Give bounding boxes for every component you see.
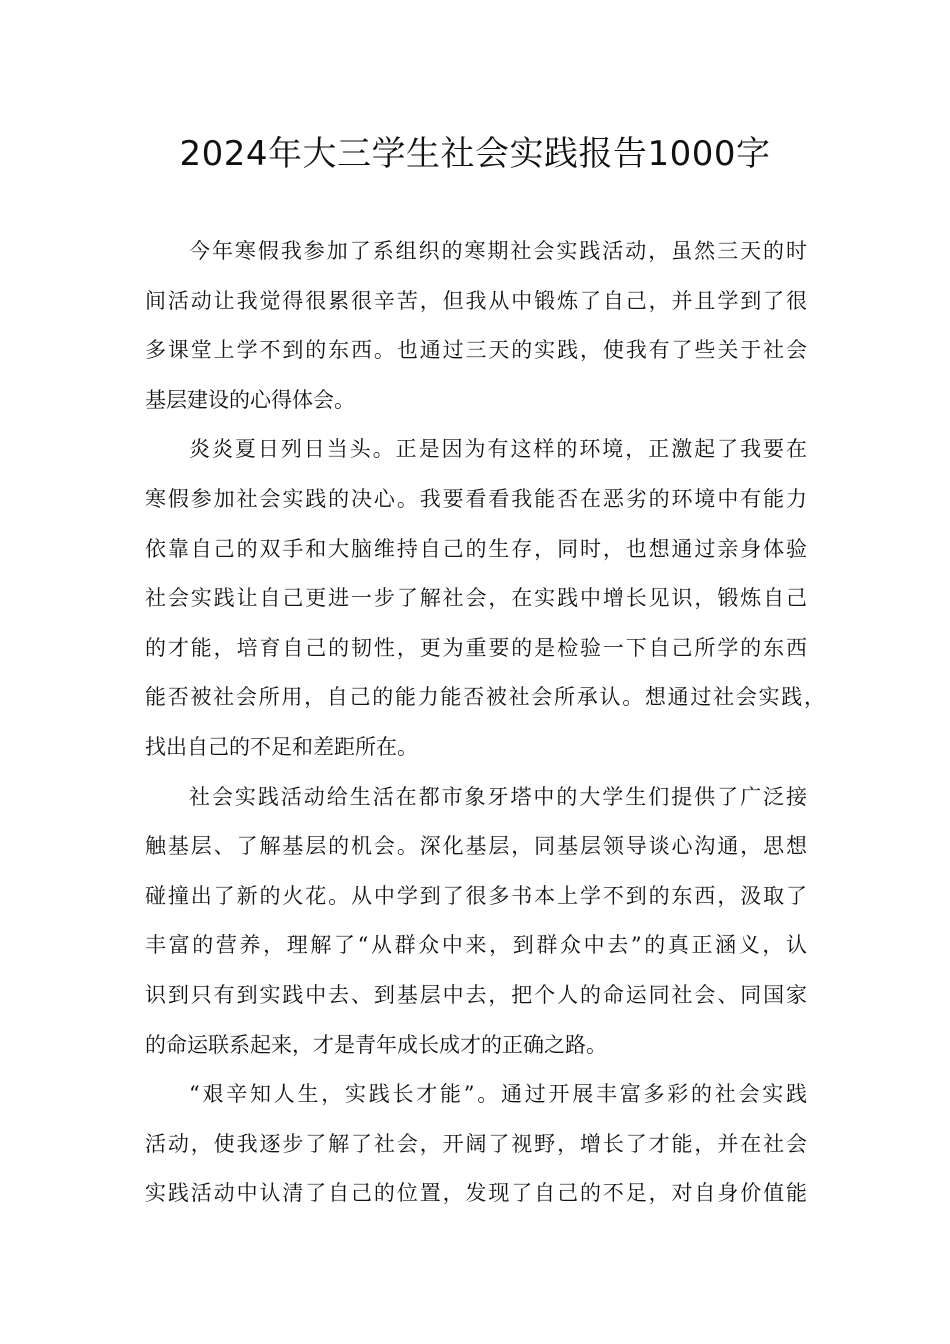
document-title: 2024年大三学生社会实践报告1000字: [179, 134, 771, 174]
text-line: 寒假参加社会实践的决心。我要看看我能否在恶劣的环境中有能力: [145, 486, 807, 511]
paragraph: [145, 425, 825, 772]
text-line: 碰撞出了新的火花。从中学到了很多书本上学不到的东西，汲取了: [145, 883, 807, 908]
text-line: 的命运联系起来，才是青年成长成才的正确之路。: [145, 1032, 607, 1057]
text-line: 炎炎夏日列日当头。正是因为有这样的环境，正激起了我要在: [189, 437, 807, 462]
paragraph: [145, 227, 807, 425]
text-line: 间活动让我觉得很累很辛苦，但我从中锻炼了自己，并且学到了很: [145, 288, 807, 313]
text-line: “艰辛知人生，实践长才能”。通过开展丰富多彩的社会实践: [189, 1082, 807, 1107]
text-line: 今年寒假我参加了系组织的寒期社会实践活动，虽然三天的时: [189, 239, 807, 263]
text-line: 的才能，培育自己的韧性，更为重要的是检验一下自己所学的东西: [145, 635, 807, 660]
text-line: 多课堂上学不到的东西。也通过三天的实践，使我有了些关于社会: [145, 338, 807, 363]
text-line: 社会实践让自己更进一步了解社会，在实践中增长见识，锻炼自己: [145, 586, 807, 611]
document-body: [145, 227, 825, 1219]
text-line: 实践活动中认清了自己的位置，发现了自己的不足，对自身价值能: [145, 1181, 807, 1206]
text-line: 触基层、了解基层的机会。深化基层，同基层领导谈心沟通，思想: [145, 834, 807, 859]
text-line: 丰富的营养，理解了“从群众中来，到群众中去”的真正涵义，认: [145, 933, 807, 958]
text-line: 基层建设的心得体会。: [145, 387, 355, 412]
paragraph: [145, 773, 807, 1071]
text-line: 找出自己的不足和差距所在。: [145, 734, 418, 759]
paragraph: [145, 1070, 807, 1219]
text-line: 社会实践活动给生活在都市象牙塔中的大学生们提供了广泛接: [189, 784, 807, 809]
text-line: 依靠自己的双手和大脑维持自己的生存，同时，也想通过亲身体验: [145, 536, 807, 561]
text-line: 活动，使我逐步了解了社会，开阔了视野，增长了才能，并在社会: [145, 1131, 807, 1156]
text-line: 能否被社会所用，自己的能力能否被社会所承认。想通过社会实践，: [145, 685, 825, 710]
text-line: 识到只有到实践中去、到基层中去，把个人的命运同社会、同国家: [145, 982, 807, 1007]
